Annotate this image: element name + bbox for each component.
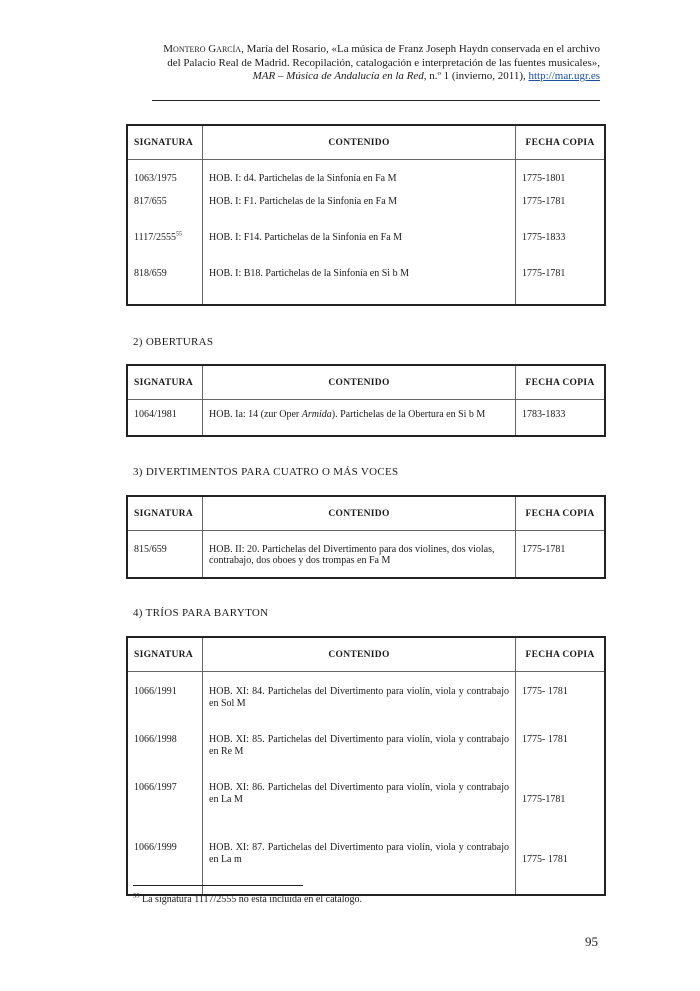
cell-contenido: HOB. XI: 84. Partichelas del Divertimento para violín, viola y contrabajo en Sol M: [203, 672, 516, 727]
col-signatura: SIGNATURA: [127, 125, 203, 160]
divertimentos-table: [126, 495, 606, 579]
table-row: [127, 672, 605, 727]
table-row: [127, 774, 605, 834]
cell-signatura: [127, 232, 203, 268]
cell-contenido: HOB. I: F14. Partichelas de la Sinfonía en Fa M: [203, 232, 516, 268]
cell-contenido: HOB. XI: 85. Partichelas del Divertimento para violín, viola y contrabajo en Re M: [203, 726, 516, 774]
table-header-row: [127, 365, 605, 400]
cell-contenido: HOB. XI: 86. Partichelas del Divertimento para violín, viola y contrabajo en La M: [203, 774, 516, 834]
cell-signatura: 817/655: [127, 196, 203, 232]
signatura-text: 1117/2555: [134, 232, 177, 243]
overtures-table: [126, 364, 606, 437]
cell-fecha: 1775-1781: [516, 196, 606, 232]
cell-fecha: 1775-1801: [516, 160, 606, 197]
cell-fecha: 1775-1781: [516, 268, 606, 305]
footnote-text: La signatura 1117/2555 no está incluida en el catálogo.: [139, 894, 363, 905]
cell-contenido: HOB. I: B18. Partichelas de la Sinfonía en Si b M: [203, 268, 516, 305]
symphonies-table: [126, 124, 606, 306]
cell-contenido: HOB. I: d4. Partichelas de la Sinfonía en Fa M: [203, 160, 516, 197]
cell-signatura: 1066/1991: [127, 672, 203, 727]
cell-fecha: 1775-1833: [516, 232, 606, 268]
section-heading-divertimentos: 3) DIVERTIMENTOS PARA CUATRO O MÁS VOCES: [133, 466, 399, 478]
cell-fecha: 1775- 1781: [516, 834, 606, 895]
cell-signatura: 1063/1975: [127, 160, 203, 197]
page-number: 95: [585, 934, 598, 949]
issue-info: , n.º 1 (invierno, 2011),: [423, 70, 529, 82]
cell-contenido: [203, 400, 516, 437]
col-fecha: FECHA COPIA: [516, 365, 606, 400]
col-contenido: CONTENIDO: [203, 365, 516, 400]
table-row: [127, 400, 605, 437]
baryton-trios-table: [126, 636, 606, 896]
col-fecha: FECHA COPIA: [516, 496, 606, 531]
footnote-number: 55: [133, 892, 140, 900]
cell-signatura: 1066/1997: [127, 774, 203, 834]
cell-fecha: 1775-1781: [516, 774, 606, 834]
cell-signatura: 1064/1981: [127, 400, 203, 437]
footnote-divider: [133, 885, 303, 886]
footnote: [133, 894, 362, 905]
cell-fecha: 1775-1781: [516, 531, 606, 579]
cell-fecha: 1775- 1781: [516, 672, 606, 727]
footnote-ref[interactable]: 55: [176, 231, 183, 238]
cell-contenido: HOB. I: F1. Partichelas de la Sinfonía en Fa M: [203, 196, 516, 232]
col-fecha: FECHA COPIA: [516, 637, 606, 672]
table-header-row: [127, 125, 605, 160]
table-row: [127, 531, 605, 579]
table-header-row: [127, 637, 605, 672]
cell-fecha: 1783-1833: [516, 400, 606, 437]
col-contenido: CONTENIDO: [203, 637, 516, 672]
journal-link[interactable]: http://mar.ugr.es: [528, 70, 600, 82]
col-signatura: SIGNATURA: [127, 365, 203, 400]
contenido-text: ). Partichelas de la Obertura en Si b M: [331, 409, 486, 420]
cell-signatura: 815/659: [127, 531, 203, 579]
table-row: [127, 726, 605, 774]
header-divider: [152, 100, 600, 101]
author-name: Montero García: [163, 43, 242, 55]
opera-title: Armida: [301, 409, 332, 420]
table-row: [127, 196, 605, 232]
table-row: [127, 268, 605, 305]
table-header-row: [127, 496, 605, 531]
cell-signatura: 1066/1998: [127, 726, 203, 774]
col-signatura: SIGNATURA: [127, 496, 203, 531]
contenido-text: HOB. Ia: 14 (zur Oper: [209, 409, 302, 420]
citation-text: , María del Rosario, «La música de Franz Joseph Haydn conservada en el archivo del Palacio Real de Madrid. Recopilación, catalogación e interpretación de las fuentes musicales»,: [167, 43, 600, 69]
section-heading-oberturas: 2) OBERTURAS: [133, 336, 214, 348]
cell-fecha: 1775- 1781: [516, 726, 606, 774]
col-contenido: CONTENIDO: [203, 496, 516, 531]
cell-contenido: HOB. XI: 87. Partichelas del Divertimento para violín, viola y contrabajo en La m: [203, 834, 516, 895]
journal-title: MAR – Música de Andalucía en la Red: [252, 70, 424, 82]
col-signatura: SIGNATURA: [127, 637, 203, 672]
section-heading-trios: 4) TRÍOS PARA BARYTON: [133, 607, 269, 619]
cell-signatura: 1066/1999: [127, 834, 203, 895]
table-row: [127, 232, 605, 268]
table-row: [127, 160, 605, 197]
col-fecha: FECHA COPIA: [516, 125, 606, 160]
col-contenido: CONTENIDO: [203, 125, 516, 160]
cell-signatura: 818/659: [127, 268, 203, 305]
cell-contenido: HOB. II: 20. Partichelas del Divertimento para dos violines, dos violas, contrabajo, dos oboes y dos trompas en Fa M: [203, 531, 516, 579]
running-header: [150, 43, 600, 84]
